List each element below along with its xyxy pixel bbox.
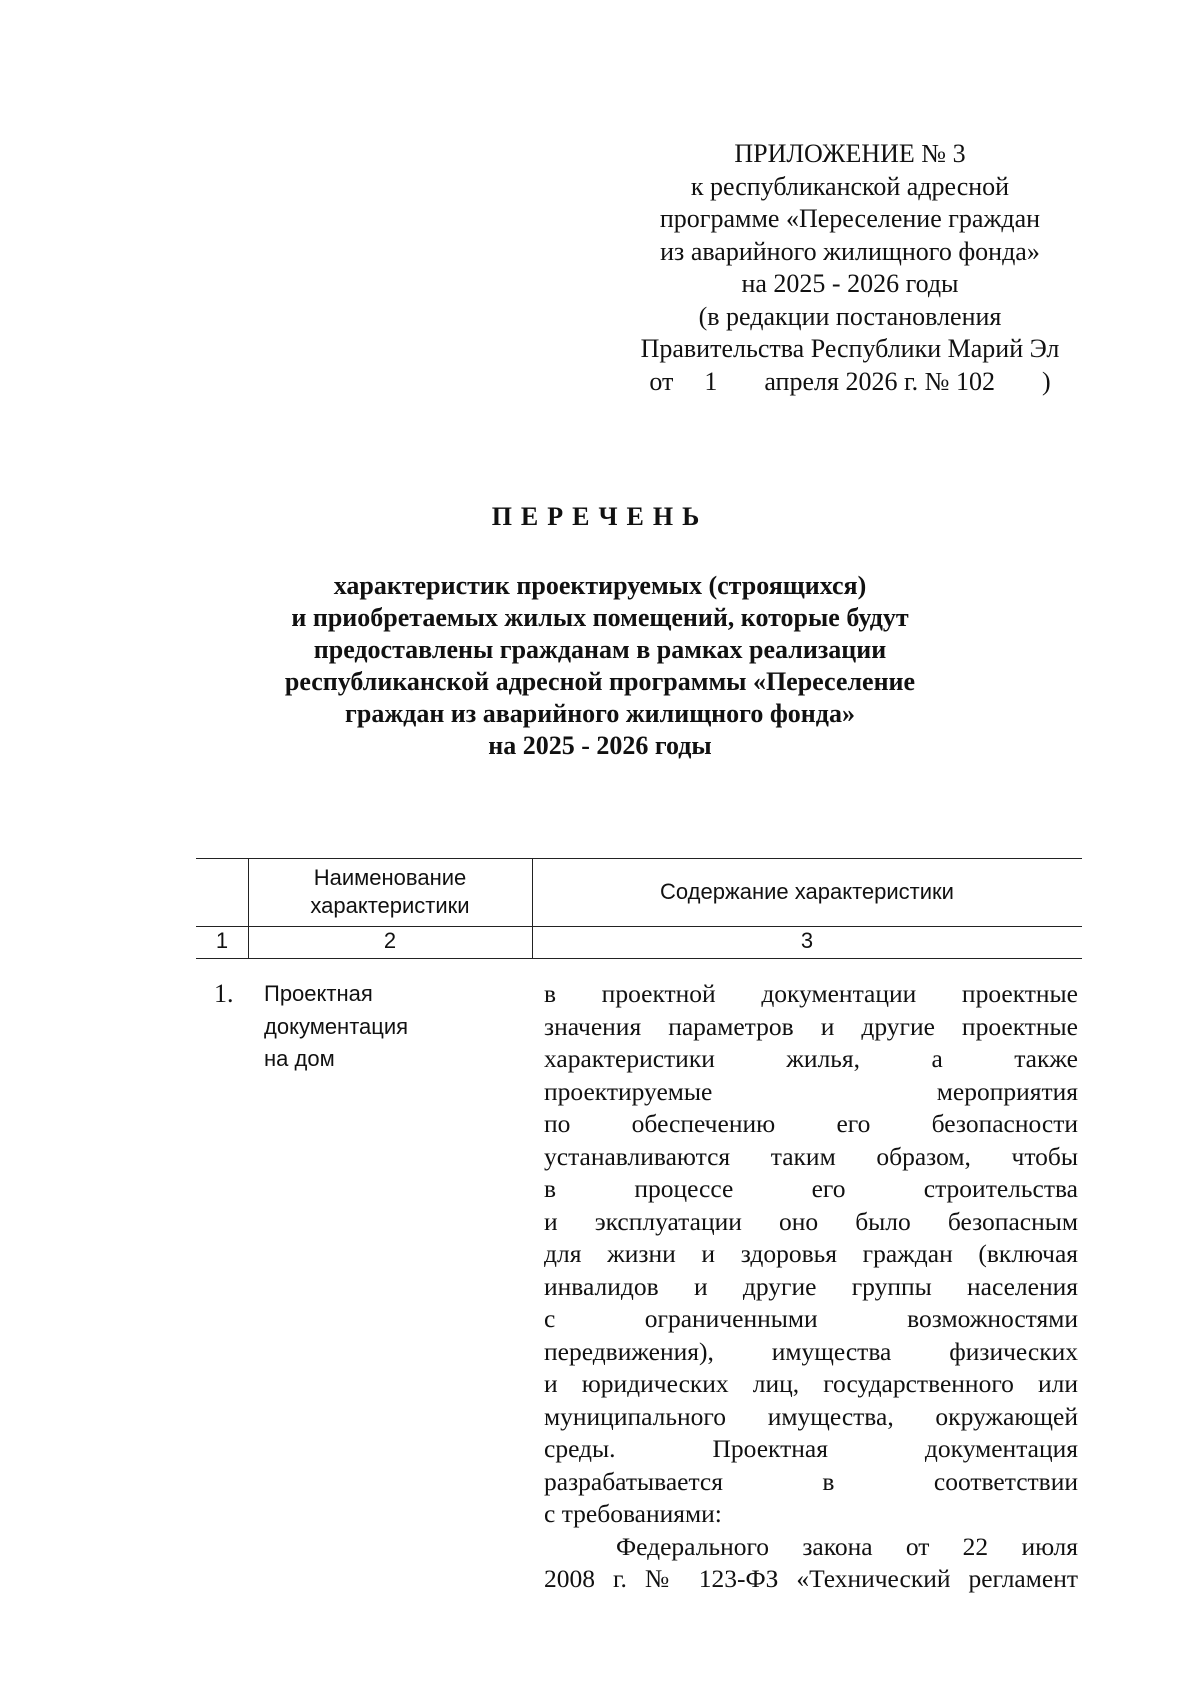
content-line: для жизни и здоровья граждан (включая (544, 1239, 1078, 1268)
content-line: Федерального закона от 22 июля (616, 1531, 1078, 1561)
content-line: значения параметров и другие проектные (544, 1011, 1078, 1041)
content-line: разрабатывается в соответствии (544, 1466, 1078, 1496)
content-line: передвижения), имущества физических (544, 1336, 1078, 1366)
appendix-title: ПРИЛОЖЕНИЕ № 3 (734, 139, 966, 168)
subtitle-line: и приобретаемых жилых помещений, которые будут (291, 603, 909, 632)
content-line: устанавливаются таким образом, чтобы (544, 1141, 1078, 1171)
close-paren: ) (1041, 366, 1051, 396)
appendix-line: программе «Переселение граждан (659, 204, 1041, 233)
content-line: характеристики жилья, а также (544, 1044, 1078, 1073)
header-name-line: Наименование (313, 865, 467, 890)
row-name-line: документация (264, 1013, 409, 1039)
row-number: 1. (214, 979, 234, 1008)
content-line: в процессе его строительства (544, 1174, 1078, 1203)
appendix-line: (в редакции постановления (698, 301, 1002, 331)
subtitle-line: характеристик проектируемых (строящихся) (333, 571, 867, 600)
table-top-border (196, 858, 1082, 859)
row-name (264, 978, 408, 1076)
content-line: и эксплуатации оно было безопасным (544, 1206, 1078, 1236)
appendix-line: Правительства Республики Марий Эл (640, 334, 1060, 363)
table-numbers-border (196, 958, 1082, 959)
document-subtitle (150, 570, 1050, 762)
table-header-border (196, 926, 1082, 927)
appendix-header (600, 138, 1100, 398)
appendix-line: к республиканской адресной (690, 171, 1010, 201)
subtitle-line: на 2025 - 2026 годы (488, 731, 712, 760)
date-prefix: от (649, 366, 674, 396)
content-line: и юридических лиц, государственного или (544, 1369, 1078, 1398)
content-line: проектируемые мероприятия (544, 1076, 1078, 1106)
content-line: среды. Проектная документация (544, 1434, 1078, 1463)
content-line: инвалидов и другие группы населения (544, 1271, 1078, 1301)
resolution-number: 102 (955, 366, 995, 396)
appendix-line: на 2025 - 2026 годы (741, 269, 959, 298)
header-name-line: характеристики (310, 893, 470, 918)
content-line: 2008 г. № 123-ФЗ «Технический регламент (544, 1564, 1078, 1593)
content-line: в проектной документации проектные (544, 979, 1078, 1008)
resolution-day: 1 (704, 366, 718, 396)
document-title: ПЕРЕЧЕНЬ (491, 502, 709, 531)
content-line: по обеспечению его безопасности (544, 1109, 1078, 1138)
header-content-cell: Содержание характеристики (660, 879, 954, 904)
column-number: 3 (800, 928, 814, 953)
row-name-line: Проектная (264, 981, 373, 1006)
header-name-cell (248, 864, 532, 920)
row-content (544, 978, 1078, 1596)
resolution-date-line (600, 366, 1100, 399)
content-line: с ограниченными возможностями (544, 1304, 1078, 1333)
column-number: 1 (215, 928, 229, 953)
resolution-month-year: апреля 2026 г. № (764, 366, 950, 396)
subtitle-line: граждан из аварийного жилищного фонда» (345, 699, 855, 728)
content-line: с требованиями: (544, 1499, 722, 1528)
subtitle-line: республиканской адресной программы «Переселение (284, 667, 916, 696)
row-name-line: на дом (264, 1046, 335, 1071)
subtitle-line: предоставлены гражданам в рамках реализации (313, 635, 887, 664)
appendix-line: из аварийного жилищного фонда» (660, 236, 1040, 266)
content-line: муниципального имущества, окружающей (544, 1401, 1078, 1431)
column-number: 2 (383, 928, 397, 953)
